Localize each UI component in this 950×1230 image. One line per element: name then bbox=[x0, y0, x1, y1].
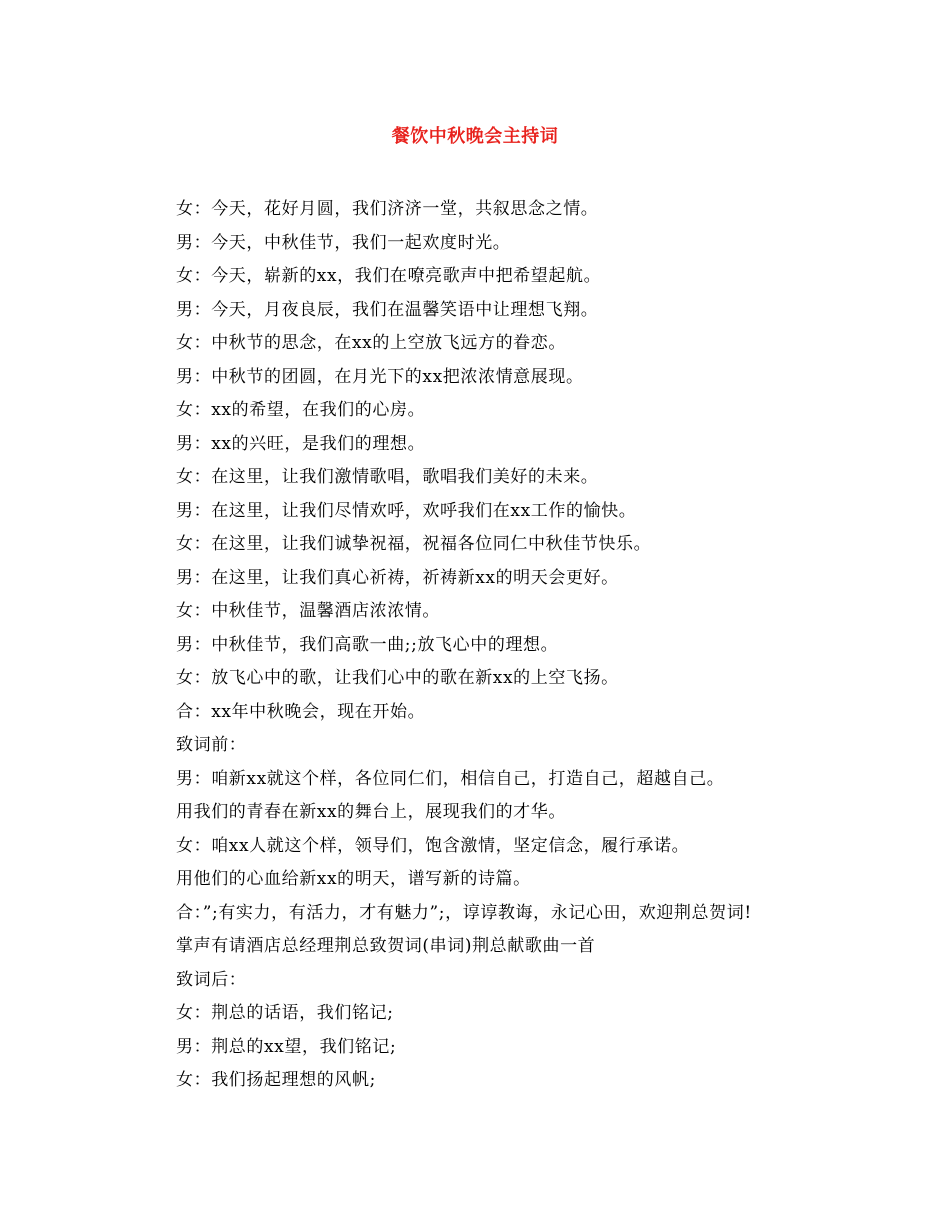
script-line: 男：咱新xx就这个样，各位同仁们，相信自己，打造自己，超越自己。 bbox=[176, 768, 725, 789]
script-line: 女：中秋佳节，温馨酒店浓浓情。 bbox=[176, 601, 440, 621]
script-line: 男：中秋佳节，我们高歌一曲;;放飞心中的理想。 bbox=[176, 634, 559, 655]
script-line: 男：今天，中秋佳节，我们一起欢度时光。 bbox=[176, 232, 511, 253]
script-line: 男：xx的兴旺，是我们的理想。 bbox=[176, 433, 426, 454]
script-line: 男：中秋节的团圆，在月光下的xx把浓浓情意展现。 bbox=[176, 366, 584, 387]
script-line: 女：放飞心中的歌，让我们心中的歌在新xx的上空飞扬。 bbox=[176, 668, 619, 688]
script-line: 女：xx的希望，在我们的心房。 bbox=[176, 400, 426, 420]
script-line: 致词后： bbox=[176, 969, 247, 990]
script-line: 用我们的青春在新xx的舞台上，展现我们的才华。 bbox=[176, 802, 566, 822]
document-body bbox=[176, 193, 876, 1098]
script-line: 男：荆总的xx望，我们铭记; bbox=[176, 1036, 397, 1057]
script-line: 男：今天，月夜良辰，我们在温馨笑语中让理想飞翔。 bbox=[176, 299, 599, 320]
script-line: 女：中秋节的思念，在xx的上空放飞远方的眷恋。 bbox=[176, 333, 566, 353]
script-line: 女：咱xx人就这个样，领导们，饱含激情，坚定信念，履行承诺。 bbox=[176, 835, 690, 856]
script-line: 女：我们扬起理想的风帆; bbox=[176, 1070, 376, 1090]
script-line: 女：今天，崭新的xx，我们在嘹亮歌声中把希望起航。 bbox=[176, 266, 602, 286]
script-line: 男：在这里，让我们尽情欢呼，欢呼我们在xx工作的愉快。 bbox=[176, 500, 637, 521]
script-line: 男：在这里，让我们真心祈祷，祈祷新xx的明天会更好。 bbox=[176, 567, 619, 588]
script-line: 女：今天，花好月圆，我们济济一堂，共叙思念之情。 bbox=[176, 199, 599, 219]
script-line: 合：xx年中秋晚会，现在开始。 bbox=[176, 701, 426, 722]
document-title: 餐饮中秋晚会主持词 bbox=[391, 126, 559, 147]
script-line: 女：在这里，让我们诚挚祝福，祝福各位同仁中秋佳节快乐。 bbox=[176, 534, 652, 554]
script-line: 女：在这里，让我们激情歌唱，歌唱我们美好的未来。 bbox=[176, 467, 599, 487]
script-line: 掌声有请酒店总经理荆总致贺词(串词)荆总献歌曲一首 bbox=[176, 936, 596, 956]
script-line: 合：”;有实力，有活力，才有魅力”;，谆谆教诲，永记心田，欢迎荆总贺词! bbox=[176, 902, 752, 923]
script-line: 用他们的心血给新xx的明天，谱写新的诗篇。 bbox=[176, 869, 531, 889]
script-line: 女：荆总的话语，我们铭记; bbox=[176, 1003, 394, 1023]
script-line: 致词前： bbox=[176, 735, 247, 755]
